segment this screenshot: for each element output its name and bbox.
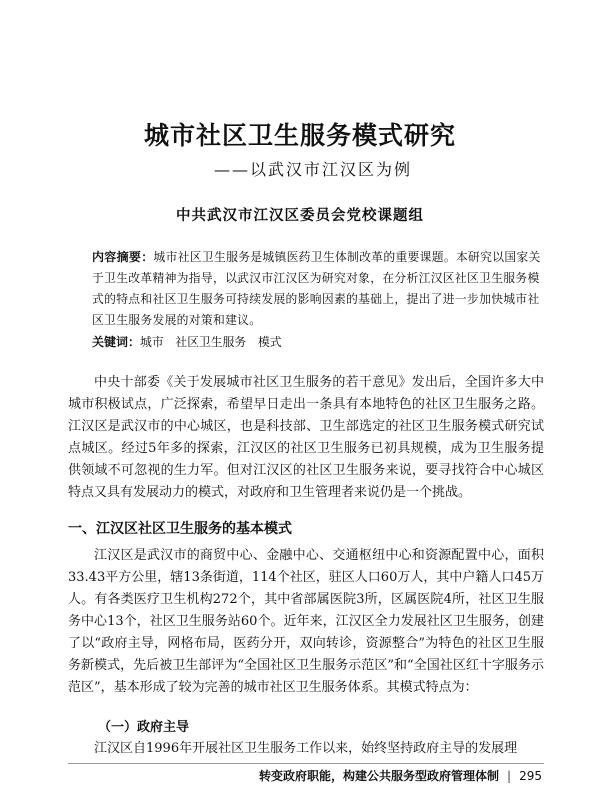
intro-paragraph: 中央十部委《关于发展城市社区卫生服务的若干意见》发出后，全国许多大中城市积极试点，广泛探索，希望早日走出一条具有本地特色的社区卫生服务之路。江汉区是武汉市的中心城区，也是科技部、卫生部选定的社区卫生服务模式研究试点城区。经过5年多的探索，江汉区的社区卫生服务已初具规模，成为卫生服务提供领域不可忽视的生力军。但对江汉区的社区卫生服务来说，要寻找符合中心城区特点又具有发展动力的模式，对政府和卫生管理者来说仍是一个挑战。 (68, 375, 544, 500)
keywords-text: 城市 社区卫生服务 模式 (140, 335, 282, 349)
page-footer (259, 767, 542, 784)
footer-rule (68, 763, 544, 764)
article-title: 城市社区卫生服务模式研究 (143, 121, 456, 150)
keywords-label: 关键词： (92, 335, 141, 349)
article-author: 中共武汉市江汉区委员会党校课题组 (176, 207, 424, 224)
article-subtitle: ——以武汉市江汉区为例 (214, 160, 413, 179)
subsection-paragraph: 江汉区自1996年开展社区卫生服务工作以来，始终坚持政府主导的发展理 (94, 741, 518, 756)
abstract-label: 内容摘要： (92, 250, 154, 264)
page-number: 295 (519, 769, 542, 783)
footer-separator: | (507, 769, 512, 783)
footer-running-title: 转变政府职能，构建公共服务型政府管理体制 (259, 769, 500, 783)
keywords (92, 333, 544, 350)
subsection-heading: （一）政府主导 (98, 720, 190, 735)
section-paragraph: 江汉区是武汉市的商贸中心、金融中心、交通枢纽中心和资源配置中心，面积33.43平方公里，辖13条街道，114个社区，驻区人口60万人，其中户籍人口45万人。有各类医疗卫生机构272个，其中省部属医院3所，区属医院4所，社区卫生服务中心13个，社区卫生服务站60个。近年来，江汉区全力发展社区卫生服务，创建了以“政府主导，网格布局，医药分开，双向转诊，资源整合”为特色的社区卫生服务新模式，先后被卫生部评为“全国社区卫生服务示范区”和“全国社区红十字服务示范区”，基本形成了较为完善的城市社区卫生服务体系。其模式特点为： (68, 548, 544, 695)
abstract (92, 247, 544, 331)
abstract-text: 城市社区卫生服务是城镇医药卫生体制改革的重要课题。本研究以国家关于卫生改革精神为指导，以武汉市江汉区为研究对象，在分析江汉区社区卫生服务模式的特点和社区卫生服务可持续发展的影响因素的基础上，提出了进一步加快城市社区卫生服务发展的对策和建议。 (92, 250, 541, 327)
section-heading: 一、江汉区社区卫生服务的基本模式 (68, 521, 292, 537)
